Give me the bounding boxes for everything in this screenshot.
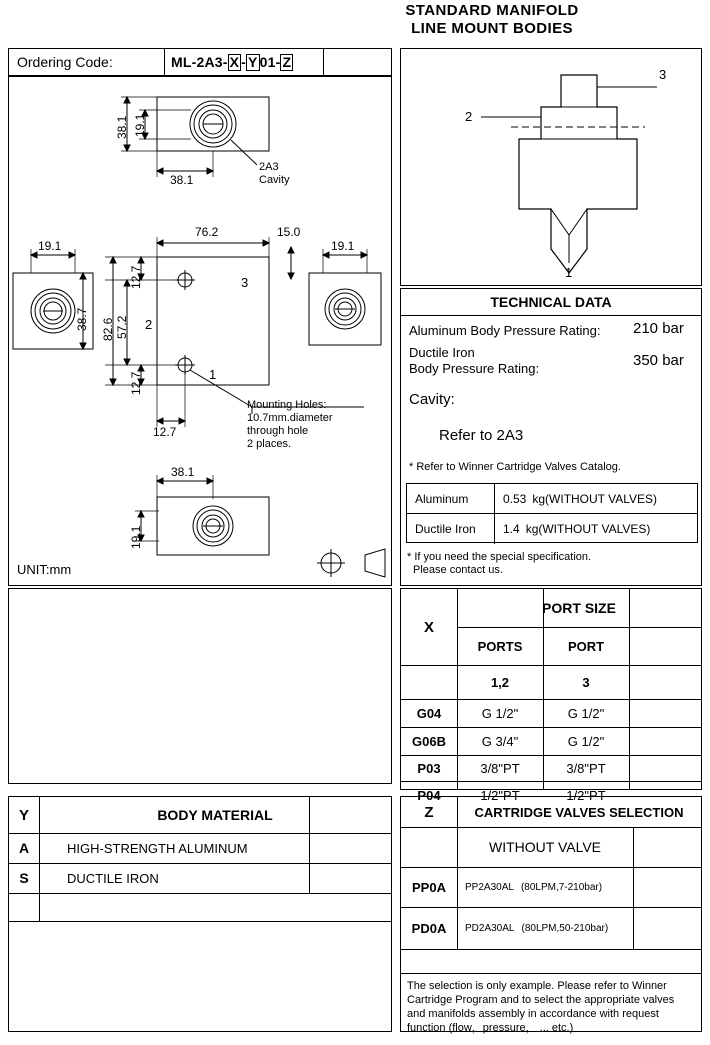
dim-top-38-1: 38.1 <box>115 115 129 139</box>
code-z: Z <box>282 53 292 70</box>
cavity-value: Refer to 2A3 <box>439 427 524 444</box>
special-spec-note <box>407 551 591 577</box>
schematic-port-3-text: 3 <box>659 67 667 82</box>
unit-label: UNIT:mm <box>17 562 72 577</box>
port-port-header: PORT <box>567 638 605 654</box>
cavity-note-line-1: 2A3 <box>259 161 279 173</box>
port-size-table <box>400 588 702 803</box>
ductile-rating-label-line-1: Ductile Iron <box>409 345 475 360</box>
title-line-2: LINE MOUNT BODIES <box>411 20 573 37</box>
weight-material: Aluminum <box>407 484 495 513</box>
cartridge-footnote-line-1: The selection is only example. Please refer to Winner <box>407 980 667 992</box>
ductile-rating-label-line-2: Body Pressure Rating: <box>409 361 540 376</box>
dim-82-6: 82.6 <box>101 317 115 341</box>
port-row-ports12: G 1/2" <box>481 705 519 721</box>
cartridge-footnote <box>407 979 674 1035</box>
valve-row-code <box>401 827 457 867</box>
valve-row-code: PP0A <box>412 879 446 895</box>
technical-data-title: TECHNICAL DATA <box>490 294 612 310</box>
ordering-code-value <box>164 48 324 76</box>
body-row-code: A <box>18 840 30 856</box>
valve-row-label: WITHOUT VALVE <box>488 839 601 855</box>
valve-row-label: PD2A30AL <box>465 922 515 934</box>
dim-bottom-width: 38.1 <box>171 465 195 479</box>
ductile-rating-label <box>409 345 539 377</box>
special-spec-note-line-1: * If you need the special specification. <box>407 551 592 563</box>
schematic-port-1-text: 1 <box>565 265 573 280</box>
code-x: X <box>229 53 240 70</box>
page-title <box>282 2 702 38</box>
dim-top-19-1: 19.1 <box>133 113 147 137</box>
cavity-note-line-2: Cavity <box>259 174 290 186</box>
cartridge-valves-table <box>400 796 702 1032</box>
weight-cell <box>495 484 697 513</box>
weight-unit: kg(WITHOUT VALVES) <box>525 522 651 536</box>
title-line-1: STANDARD MANIFOLD <box>405 2 579 19</box>
drawing-port-1: 1 <box>209 367 217 382</box>
cartridge-footnote-line-3: and manifolds assembly in accordance with request <box>407 1008 659 1020</box>
technical-drawing <box>9 77 391 585</box>
cartridge-footnote-line-2: Cartridge Program and to select the appropriate valves <box>407 994 675 1006</box>
valve-code-header: Z <box>424 803 434 821</box>
valve-selection-header: CARTRIDGE VALVES SELECTION <box>474 804 684 820</box>
weight-value: 0.53 <box>503 491 527 506</box>
ductile-rating-value: 350 bar <box>633 352 684 369</box>
technical-data-panel <box>400 288 702 586</box>
valve-row-label: PP2A30AL <box>465 881 514 893</box>
code-mid: 01- <box>259 54 281 70</box>
table-row <box>407 484 697 514</box>
body-row-label: HIGH-STRENGTH ALUMINUM <box>67 840 248 856</box>
schematic-panel <box>400 48 702 286</box>
weight-cell <box>495 514 697 544</box>
port-row-ports12: 3/8"PT <box>480 760 520 776</box>
mounting-note-line-1: Mounting Holes: <box>247 399 327 411</box>
mounting-note-line-4: 2 places. <box>247 438 292 450</box>
technical-data-divider <box>401 315 701 316</box>
code-dash1: - <box>241 54 247 70</box>
dim-57-2: 57.2 <box>115 315 129 339</box>
weight-value: 1.4 <box>503 522 520 536</box>
aluminum-rating-value: 210 bar <box>633 320 684 337</box>
drawing-port-2: 2 <box>145 317 153 332</box>
port-port-sub: 3 <box>582 674 590 690</box>
table-row <box>407 514 697 544</box>
aluminum-rating-label: Aluminum Body Pressure Rating: <box>409 323 601 338</box>
port-row-code: G06B <box>412 733 446 749</box>
port-ports-sub: 1,2 <box>490 674 510 690</box>
cavity-note <box>259 161 290 187</box>
body-row-divider-3 <box>9 893 391 894</box>
mounting-note-line-3: through hole <box>247 425 309 437</box>
schematic-port-2-text: 2 <box>465 109 473 124</box>
valve-row-label-wrap <box>457 867 633 907</box>
dim-right-19-1: 19.1 <box>331 239 355 253</box>
valve-row-detail: (80LPM,7-210bar) <box>520 881 603 893</box>
dim-top-width: 38.1 <box>170 173 194 187</box>
valve-row-label-wrap <box>457 907 633 949</box>
cartridge-footnote-line-4: function (flow，pressure， ... etc.) <box>407 1022 574 1034</box>
port-ports-header: PORTS <box>477 638 523 654</box>
valve-col-divider-2 <box>633 827 634 949</box>
port-row-code: P04 <box>417 787 441 803</box>
dim-left-height: 38.7 <box>75 307 89 331</box>
drawing-panel <box>8 76 392 586</box>
port-row-port3: G 1/2" <box>567 705 605 721</box>
valve-row-code: PD0A <box>411 920 447 936</box>
body-material-table <box>8 796 392 1032</box>
dim-15-0: 15.0 <box>277 225 301 239</box>
weight-unit: kg(WITHOUT VALVES) <box>532 491 658 506</box>
cavity-catalog-note: * Refer to Winner Cartridge Valves Catalog. <box>409 461 621 473</box>
valve-row-divider-4 <box>401 949 701 950</box>
port-row-port3: 3/8"PT <box>566 760 606 776</box>
dim-12-7-bottom-h: 12.7 <box>153 425 177 439</box>
body-code-header: Y <box>18 806 29 824</box>
blank-panel <box>8 588 392 784</box>
ordering-code-row <box>8 48 392 76</box>
port-row-port3: G 1/2" <box>567 733 605 749</box>
dim-12-7-bottom: 12.7 <box>129 371 143 395</box>
body-row-divider-4 <box>9 921 391 922</box>
weight-material: Ductile Iron <box>407 514 495 544</box>
cavity-label: Cavity: <box>409 391 455 408</box>
dim-76-2: 76.2 <box>195 225 219 239</box>
mounting-note-line-2: 10.7mm.diameter <box>247 412 333 424</box>
weight-table <box>406 483 698 543</box>
dim-12-7-top: 12.7 <box>129 265 143 289</box>
special-spec-note-line-2: Please contact us. <box>413 564 503 576</box>
valve-footer-divider <box>401 973 701 974</box>
mounting-holes-note <box>247 399 333 451</box>
dim-bottom-height: 19.1 <box>129 525 143 549</box>
valve-row-detail: (80LPM,50-210bar) <box>521 922 609 934</box>
body-row-code: S <box>19 870 29 886</box>
port-code-header: X <box>423 618 434 636</box>
body-material-header: BODY MATERIAL <box>157 807 273 823</box>
code-y: Y <box>248 53 258 70</box>
port-row-code: P03 <box>417 760 441 776</box>
valve-schematic <box>401 49 701 285</box>
port-row-code: G04 <box>416 705 442 721</box>
code-prefix: ML-2A3- <box>171 54 228 70</box>
drawing-port-3: 3 <box>241 275 249 290</box>
port-row-port3: 1/2"PT <box>566 787 606 803</box>
port-size-header: PORT SIZE <box>542 600 616 616</box>
port-row-ports12: 1/2"PT <box>480 787 520 803</box>
body-row-label: DUCTILE IRON <box>67 870 159 886</box>
port-row-ports12: G 3/4" <box>481 733 519 749</box>
dim-left-width: 19.1 <box>38 239 62 253</box>
ordering-code-label: Ordering Code: <box>17 54 113 70</box>
